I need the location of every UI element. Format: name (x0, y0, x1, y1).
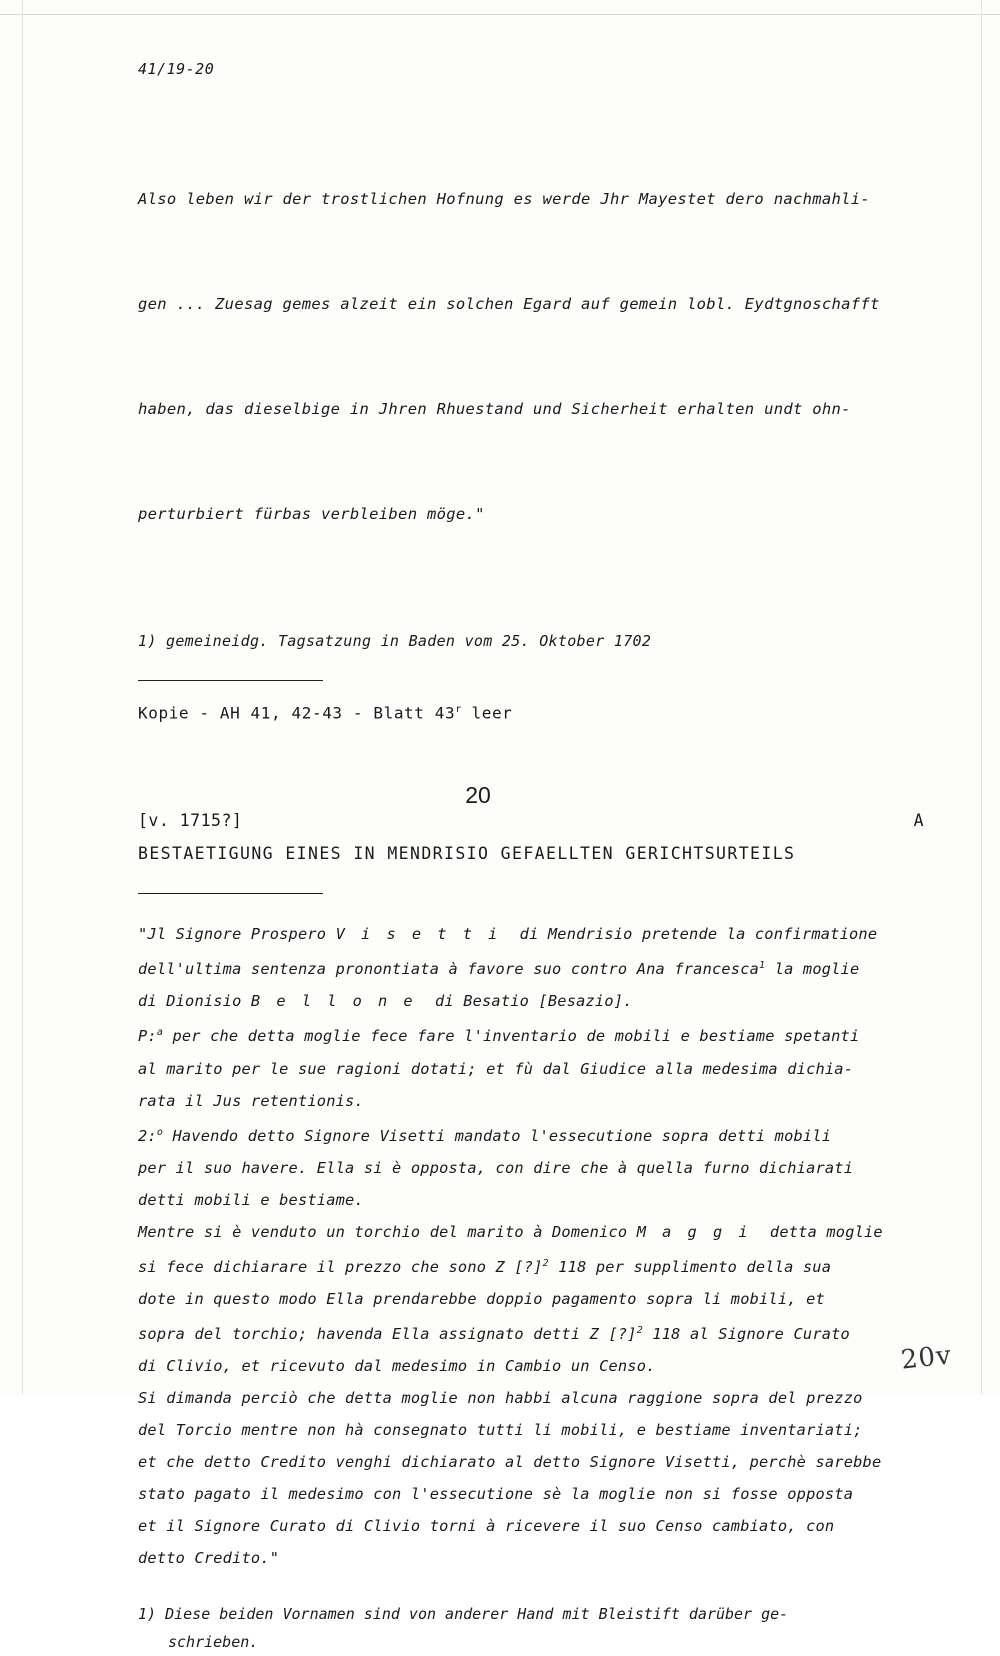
kopie-reference-line (138, 697, 938, 726)
document-content (138, 60, 938, 1656)
body-line: et che detto Credito venghi dichiarato al detto Signore Visetti, perchè sarebbe (138, 1452, 882, 1471)
footnote-ref-1: 1 (759, 960, 766, 972)
pencil-page-mark: 20v (899, 1340, 954, 1376)
body-line: stato pagato il medesimo con l'essecutione sè la moglie non si fosse opposta (138, 1484, 854, 1503)
kopie-text-before: Kopie - AH 41, 42-43 - Blatt 43 (138, 703, 456, 723)
quote-line: Also leben wir der trostlichen Hofnung es werde Jhr Mayestet dero nachmahli- (138, 190, 871, 208)
section-dateline-row (138, 811, 938, 830)
body-line: di Dionisio B e l l o n e di Besatio [Besazio]. (138, 992, 633, 1011)
body-line: Mentre si è venduto un torchio del marito à Domenico M a g g i detta moglie (138, 1222, 883, 1241)
ordinal-o: o (156, 1126, 164, 1138)
quote-line: haben, das dieselbige in Jhren Rhuestand und Sicherheit erhalten undt ohn- (138, 400, 851, 418)
body-line: al marito per le sue ragioni dotati; et fù dal Giudice alla medesima dichia- (138, 1059, 854, 1078)
body-line: dell'ultima sentenza pronontiata à favore suo contro Ana francesca$^1$ la moglie (138, 960, 860, 979)
divider-rule-bottom (138, 893, 323, 894)
quote-line: gen ... Zuesag gemes alzeit ein solchen Egard auf gemein lobl. Eydtgnoschafft (138, 295, 880, 313)
italian-body-text (138, 918, 938, 1573)
footnote-ref-2a: 2 (542, 1257, 549, 1269)
folio-number: 41/19-20 (138, 60, 215, 78)
body-line: si fece dichiarare il prezzo che sono Z [?]$^2$ 118 per supplimento della sua (138, 1257, 832, 1276)
footnote-ref-2b: 2 (636, 1324, 643, 1336)
body-line: Si dimanda perciò che detta moglie non habbi alcuna raggione sopra del prezzo (138, 1388, 863, 1407)
body-line: per il suo havere. Ella si è opposta, con dire che à quella furno dichiarati (138, 1158, 854, 1177)
body-line: et il Signore Curato di Clivio torni à ricevere il suo Censo cambiato, con (138, 1516, 835, 1535)
body-line: dote in questo modo Ella prendarebbe doppio pagamento sopra li mobili, et (138, 1289, 825, 1308)
divider-rule-top (138, 680, 323, 681)
body-line: "Jl Signore Prospero V i s e t t i di Mendrisio pretende la confirmatione (138, 925, 878, 944)
body-line: rata il Jus retentionis. (138, 1091, 364, 1110)
quote-footnote: 1) gemeineidg. Tagsatzung in Baden vom 25. Oktober 1702 (138, 632, 652, 650)
section-number: 20 (465, 782, 491, 809)
kopie-superscript: r (455, 704, 462, 715)
body-line: 2:$^o$ Havendo detto Signore Visetti mandato l'essecutione sopra detti mobili (138, 1126, 832, 1145)
document-title: BESTAETIGUNG EINES IN MENDRISIO GEFAELLTEN GERICHTSURTEILS (138, 844, 796, 864)
name-visetti: V i s e t t i (335, 925, 501, 944)
german-quote-block (138, 112, 938, 602)
name-bellone: B e l l o n e (250, 992, 417, 1011)
section-dateline: [v. 1715?] (138, 811, 243, 831)
quote-line: perturbiert fürbas verbleiben möge." (138, 505, 485, 523)
body-line: sopra del torchio; havenda Ella assignato detti Z [?]$^2$ 118 al Signore Curato (138, 1324, 850, 1343)
scan-edge-left (22, 0, 23, 1395)
body-line: di Clivio, et ricevuto dal medesimo in Cambio un Censo. (138, 1356, 656, 1375)
scan-edge-right (981, 0, 982, 1395)
ordinal-a: a (156, 1027, 164, 1039)
bottom-footnote-line2: schrieben. (168, 1632, 259, 1651)
body-line: del Torcio mentre non hà consegnato tutti li mobili, e bestiame inventariati; (138, 1420, 863, 1439)
body-line: P:$^a$ per che detta moglie fece fare l'inventario de mobili e bestiame spetanti (138, 1027, 860, 1046)
name-maggi: M a g g i (636, 1222, 752, 1241)
bottom-footnote (138, 1600, 938, 1656)
section-right-mark: A (913, 811, 924, 831)
scan-edge-top (0, 14, 1000, 15)
body-line: detto Credito." (138, 1548, 280, 1567)
bottom-footnote-line1: 1) Diese beiden Vornamen sind von anderer Hand mit Bleistift darüber ge- (138, 1604, 789, 1623)
body-line: detti mobili e bestiame. (138, 1190, 364, 1209)
kopie-text-after: leer (461, 703, 513, 723)
